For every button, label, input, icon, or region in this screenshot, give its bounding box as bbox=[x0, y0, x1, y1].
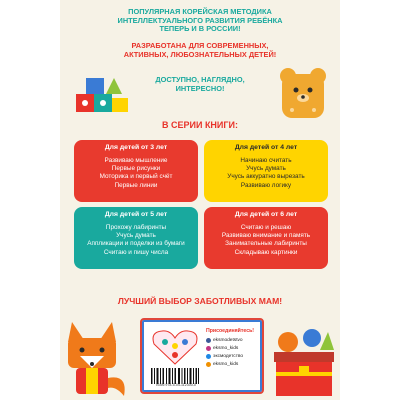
intro-line-2: ИНТЕЛЛЕКТУАЛЬНОГО РАЗВИТИЯ РЕБЁНКА bbox=[117, 15, 283, 25]
social-link-row[interactable] bbox=[206, 338, 258, 343]
series-book-item: Считаю и решаю bbox=[240, 224, 292, 231]
series-book-item: Первые линии bbox=[114, 181, 158, 189]
series-box-title: Для детей от 4 лет bbox=[234, 144, 298, 151]
series-box-age-4 bbox=[204, 140, 328, 202]
developed-line-1: РАЗРАБОТАНА ДЛЯ СОВРЕМЕННЫХ, bbox=[131, 41, 269, 50]
isbn-text: ISBN 978-5-04-112300-0 bbox=[156, 383, 196, 387]
toy-chest-illustration bbox=[268, 320, 338, 398]
developed-line-2: АКТИВНЫХ, ЛЮБОЗНАТЕЛЬНЫХ ДЕТЕЙ! bbox=[123, 49, 277, 59]
intro-line-3: ТЕПЕРЬ И В РОССИИ! bbox=[159, 24, 241, 34]
barcode bbox=[150, 368, 200, 384]
series-box-title: Для детей от 5 лет bbox=[104, 211, 168, 218]
facebook-icon bbox=[206, 354, 211, 359]
series-book-item: Аппликации и поделки из бумаги bbox=[87, 240, 185, 248]
social-handle: eksmo_kids bbox=[213, 362, 239, 367]
series-book-item: Складываю картинки bbox=[234, 248, 298, 256]
series-title: В СЕРИИ КНИГИ: bbox=[162, 120, 238, 130]
join-card bbox=[140, 318, 264, 394]
social-handle: eksmo_kids bbox=[213, 346, 239, 351]
heart-collage-icon bbox=[150, 328, 200, 366]
series-book-item: Начинаю считать bbox=[240, 157, 292, 164]
series-book-item: Прохожу лабиринты bbox=[105, 224, 167, 231]
series-box-title: Для детей от 6 лет bbox=[234, 211, 298, 218]
series-book-item: Моторика и первый счёт bbox=[99, 173, 173, 181]
social-link-row[interactable] bbox=[206, 354, 258, 359]
series-box-age-5 bbox=[74, 207, 198, 269]
intro-text bbox=[60, 8, 340, 34]
teddy-bear-illustration bbox=[274, 66, 332, 124]
series-book-item: Учусь думать bbox=[116, 232, 156, 240]
series-book-item: Учусь думать bbox=[246, 165, 286, 173]
social-link-row[interactable] bbox=[206, 346, 258, 351]
intro-line-1: ПОПУЛЯРНАЯ КОРЕЙСКАЯ МЕТОДИКА bbox=[128, 7, 272, 16]
social-link-row[interactable] bbox=[206, 362, 258, 367]
series-box-age-3 bbox=[74, 140, 198, 202]
series-book-item: Считаю и пишу числа bbox=[103, 248, 169, 256]
social-handle: eksmodetstvo bbox=[213, 338, 243, 343]
developed-text bbox=[60, 42, 340, 59]
fox-illustration bbox=[62, 316, 134, 400]
ok-icon bbox=[206, 362, 211, 367]
vk-icon bbox=[206, 338, 211, 343]
series-book-item: Занимательные лабиринты bbox=[225, 240, 307, 248]
toy-blocks-illustration bbox=[74, 72, 134, 116]
series-book-list bbox=[204, 157, 328, 190]
social-links bbox=[206, 328, 258, 370]
series-book-list bbox=[74, 224, 198, 257]
book-back-cover bbox=[60, 0, 340, 400]
series-book-item: Учусь аккуратно вырезать bbox=[227, 173, 305, 181]
slogan-line-1: ДОСТУПНО, НАГЛЯДНО, bbox=[155, 75, 245, 84]
instagram-icon bbox=[206, 346, 211, 351]
social-handle: эксмодетство bbox=[213, 354, 244, 359]
slogan-line-2: ИНТЕРЕСНО! bbox=[175, 83, 225, 93]
series-book-item: Развиваю мышление bbox=[104, 157, 168, 164]
bottom-slogan: ЛУЧШИЙ ВЫБОР ЗАБОТЛИВЫХ МАМ! bbox=[117, 296, 283, 306]
join-heading: Присоединяйтесь! bbox=[206, 328, 255, 334]
series-box-age-6 bbox=[204, 207, 328, 269]
series-box-title: Для детей от 3 лет bbox=[104, 144, 168, 151]
series-book-item: Развиваю внимание и память bbox=[221, 232, 311, 240]
series-book-list bbox=[204, 224, 328, 257]
series-book-list bbox=[74, 157, 198, 190]
series-book-item: Развиваю логику bbox=[240, 181, 292, 189]
series-book-item: Первые рисунки bbox=[111, 165, 161, 173]
